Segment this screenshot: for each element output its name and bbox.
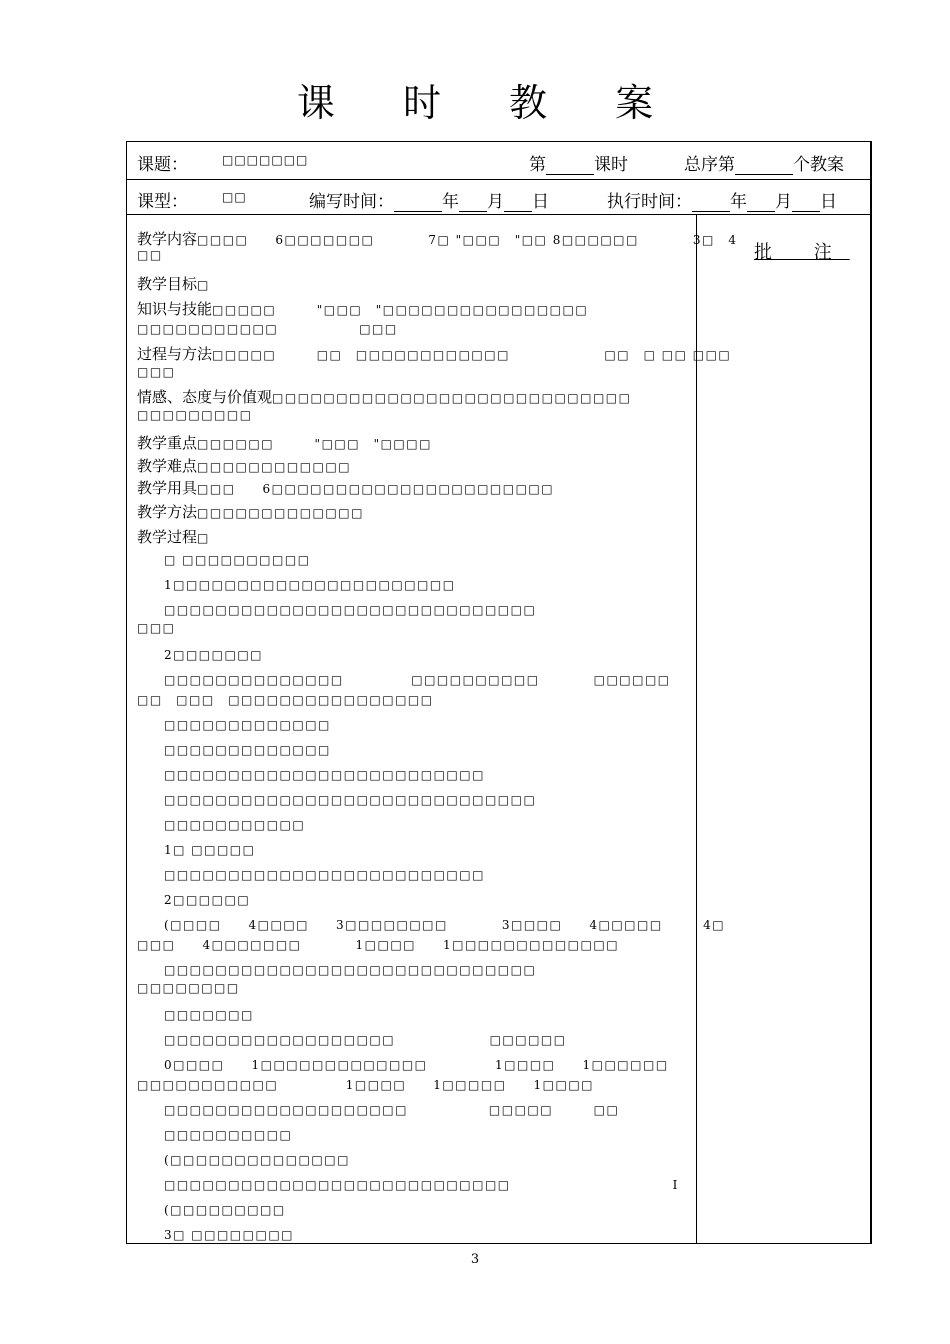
body-line [137,455,351,476]
lesson-number-field [529,150,628,175]
body-text: 2□□□□□□□ [137,648,264,662]
topic-label: 课题： [137,155,188,175]
body-text: □□□□□□□□□□□□□□□□□□□□□□□□□ [137,868,485,882]
write-month-label: 月 [487,192,504,212]
body-line [137,741,331,758]
section-heading: 教学内容 [137,230,198,248]
body-line [137,248,163,262]
body-text: 1□ □□□□□ [137,843,256,857]
write-day-label: 日 [532,192,549,212]
body-text: □□□ [137,621,176,635]
body-line [137,1056,669,1073]
body-line [137,961,536,978]
body-line [137,320,398,337]
body-text: □□□□□□□ [137,1008,254,1022]
document-title: 课 时 教 案 [296,81,682,125]
write-year-label: 年 [442,192,459,212]
sequence-prefix: 总序第 [684,155,735,175]
write-year-blank[interactable] [394,195,442,212]
lesson-number-blank[interactable] [546,158,594,175]
body-line [137,691,434,708]
body-line [137,981,240,995]
exec-year-blank[interactable] [692,195,730,212]
body-text: 2□□□□□□ [137,893,251,907]
body-line [137,408,253,422]
body-text: □□□□□□□□□□□ □□□ [137,322,398,336]
section-heading: 教学目标 [137,275,198,293]
lesson-prefix: 第 [529,155,546,175]
body-line [137,1176,679,1193]
exec-time-label: 执行时间： [607,192,692,212]
section-heading: 情感、态度与价值观 [137,388,273,406]
sequence-number-blank[interactable] [735,158,793,175]
write-month-blank[interactable] [459,195,487,212]
body-line [137,601,536,618]
exec-time-field [607,187,837,212]
body-line [137,228,737,249]
body-text: □□□□□□□□□□□□□□□□□□□□□□□□□□□□□ [137,603,537,617]
body-text: □□□□□ "□□□ "□□□□□□□□□□□□□□□□ [212,303,589,317]
body-text: □□□□□□□□□□□□□□□□□□□□□□□□□□□□□ [137,793,537,807]
exec-day-label: 日 [820,192,837,212]
body-line [137,936,619,953]
body-text: □□□□□□ "□□□ "□□□□ [197,437,432,451]
body-line [137,432,432,453]
body-text: □□□□□□□□□□□□□ [137,718,331,732]
body-text: 3□ □□□□□□□□ [137,1228,294,1242]
body-line [137,816,305,833]
body-text: □□□□□□□□□□ [137,1128,293,1142]
body-line [137,1076,594,1093]
page-number: 3 [470,1252,480,1267]
body-text: □□□□□ □□ □□□□□□□□□□□□ □□ □ □□ □□□ [212,348,732,362]
body-text: □□ [137,248,163,262]
body-text: □□□□□□□□□ [137,408,253,422]
exec-month-label: 月 [775,192,792,212]
write-time-field [309,187,549,212]
notes-header: 批 注 [754,242,850,263]
body-line [137,298,588,319]
body-line [137,1226,294,1243]
sequence-number-field [684,150,844,175]
body-text: □□ □□□ □□□□□□□□□□□□□□□□ [137,693,434,707]
body-text: □□□ [137,365,176,379]
body-text: □□□□□□□□□□□□□□□□□□□ □□□□□ □□ [137,1103,620,1117]
exec-day-blank[interactable] [792,195,820,212]
body-text: □ [197,531,210,545]
body-line [137,386,631,407]
type-label: 课型： [137,192,188,212]
section-heading: 过程与方法 [137,345,213,363]
sequence-suffix: 个教案 [793,155,844,175]
body-text: □□□ 6□□□□□□□□□□□□□□□□□□□□□□ [197,482,555,496]
exec-year-label: 年 [730,192,747,212]
body-line [137,365,176,379]
body-line [137,273,210,294]
body-line [137,1201,286,1218]
body-line [137,1101,619,1118]
body-line [137,841,255,858]
body-text: □□□□□□□□ [137,981,240,995]
body-text: □□□ 4□□□□□□□ 1□□□□ 1□□□□□□□□□□□□□ [137,938,620,952]
lesson-suffix: 课时 [594,155,628,175]
exec-month-blank[interactable] [747,195,775,212]
section-heading: 知识与技能 [137,300,213,318]
write-time-label: 编写时间： [309,192,394,212]
section-heading: 教学重点 [137,434,198,452]
body-line [137,526,210,547]
body-text: □□□□□□□□□□□□ [197,460,352,474]
section-heading: 教学用具 [137,479,198,497]
topic-value: □□□□□□□ [222,153,309,167]
body-line [137,477,554,498]
body-line [137,576,456,593]
body-line [137,1126,292,1143]
body-text: □ [197,278,210,292]
body-line [137,671,671,688]
body-text: □□□□□□□□□□□□□□□□□□□□□□□□□□□□□ [137,963,537,977]
type-value: □□ [222,190,247,204]
body-line [137,891,250,908]
body-line [137,343,731,364]
body-line [137,716,331,733]
body-line [137,1006,254,1023]
body-text: □□□□□□□□□□□□□□□□□□□□□□□□□□□ I [137,1178,679,1192]
body-line [137,866,485,883]
body-line [137,1151,350,1168]
body-line [137,646,263,663]
body-text: (□□□□ 4□□□□ 3□□□□□□□□ 3□□□□ 4□□□□□ 4□ [137,918,726,932]
lesson-plan-table [126,141,872,1244]
body-text: □□□□□□□□□□□□□ [137,743,331,757]
topic-row [127,142,870,180]
notes-column-divider [696,215,697,1243]
body-text: □□□□□□□□□□□ 1□□□□ 1□□□□□ 1□□□□ [137,1078,595,1092]
body-line [137,501,364,522]
type-row [127,180,870,215]
body-text: □□□□□□□□□□□ [137,818,306,832]
body-text: □□□□□□□□□□□□□□□□□□□□□□□□□□□□ [272,391,632,405]
body-text: □□□□□□□□□□□□□□□□□□□□□□□□□ [137,768,485,782]
body-text: □□□□ 6□□□□□□□ 7□ "□□□ "□□ 8□□□□□□ 3□ 4 [197,233,738,247]
section-heading: 教学方法 [137,503,198,521]
body-text: □□□□□□□□□□□□□ [197,506,364,520]
body-text: □ □□□□□□□□□□ [137,553,311,567]
section-heading: 教学难点 [137,457,198,475]
write-day-blank[interactable] [504,195,532,212]
body-text: 0□□□□ 1□□□□□□□□□□□□□ 1□□□□ 1□□□□□□ [137,1058,669,1072]
body-line [137,916,725,933]
body-line [137,1031,567,1048]
body-line [137,766,485,783]
body-text: □□□□□□□□□□□□□□ □□□□□□□□□□ □□□□□□ [137,673,671,687]
body-line [137,621,176,635]
section-heading: 教学过程 [137,528,198,546]
body-text: (□□□□□□□□□ [137,1203,286,1217]
body-text: □□□□□□□□□□□□□□□□□□ □□□□□□ [137,1033,567,1047]
body-text: (□□□□□□□□□□□□□□ [137,1153,350,1167]
body-line [137,551,311,568]
body-line [137,791,536,808]
body-text: 1□□□□□□□□□□□□□□□□□□□□□□ [137,578,456,592]
